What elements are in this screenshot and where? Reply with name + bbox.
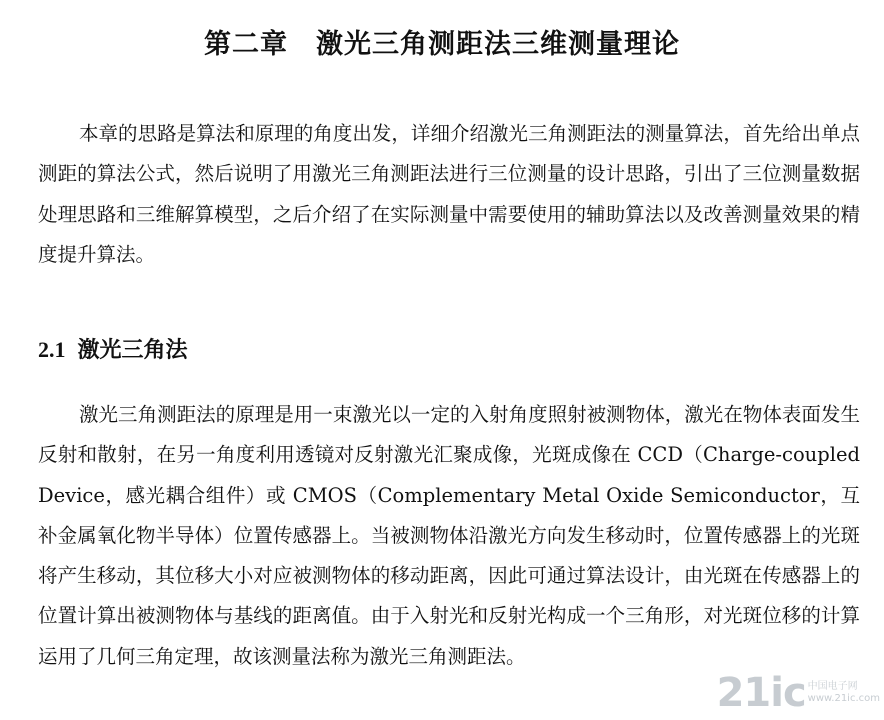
watermark-logo: 21ic (716, 670, 806, 716)
watermark-line-2: www.21ic.com (807, 693, 880, 704)
section-number: 2.1 (38, 337, 66, 362)
section-paragraph: 激光三角测距法的原理是用一束激光以一定的入射角度照射被测物体，激光在物体表面发生反射和散射，在另一角度利用透镜对反射激光汇聚成像，光斑成像在 CCD（Charge-coupled Device，感光耦合组件）或 CMOS（Complementary Metal Oxide Semiconductor，互补金属氧化物半导体）位置传感器上。当被测物体沿激光方向发生移动时，位置传感器上的光斑将产生移动，其位移大小对应被测物体的移动距离，因此可通过算法设计，由光斑在传感器上的位置计算出被测物体与基线的距离值。由于入射光和反射光构成一个三角形，对光斑位移的计算运用了几何三角定理，故该测量法称为激光三角测距法。 (38, 403, 860, 668)
watermark (717, 670, 880, 716)
section-title: 激光三角法 (77, 338, 188, 363)
intro-paragraph: 本章的思路是算法和原理的角度出发，详细介绍激光三角测距法的测量算法，首先给出单点测距的算法公式，然后说明了用激光三角测距法进行三位测量的设计思路，引出了三位测量数据处理思路和三维解算模型，之后介绍了在实际测量中需要使用的辅助算法以及改善测量效果的精度提升算法。 (38, 122, 860, 266)
watermark-line-1: 中国电子网 (807, 681, 858, 692)
section-heading (38, 333, 188, 364)
watermark-text (808, 681, 880, 705)
chapter-title: 第二章 激光三角测距法三维测量理论 (204, 29, 680, 60)
